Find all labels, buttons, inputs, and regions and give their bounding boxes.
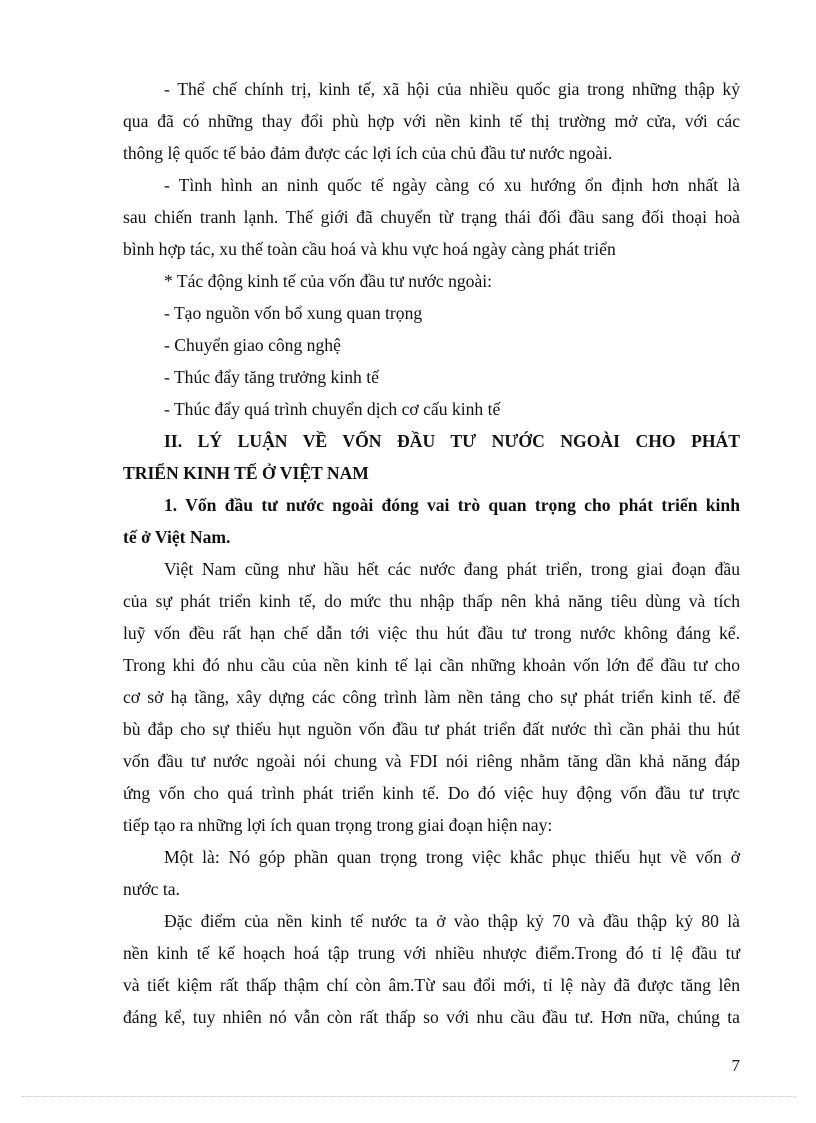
text-line: - Thể chế chính trị, kinh tế, xã hội của nhiều quốc gia trong những thập kỷ xyxy=(164,79,740,99)
text-line: - Tình hình an ninh quốc tế ngày càng có xu hướng ổn định hơn nhất là xyxy=(164,175,740,195)
text-line: bù đắp cho sự thiếu hụt nguồn vốn đầu tư phát triển đất nước thì cần phải thu hút xyxy=(123,719,740,739)
text-line: và tiết kiệm rất thấp thậm chí còn âm.Từ sau đổi mới, tỉ lệ này đã được tăng lên xyxy=(123,975,740,995)
text-line: nước ta. xyxy=(123,879,180,899)
page-number: 7 xyxy=(731,1056,740,1075)
subsection-heading: 1. Vốn đầu tư nước ngoài đóng vai trò quan trọng cho phát triển kinh xyxy=(164,495,740,515)
text-line: vốn đầu tư nước ngoài nói chung và FDI nói riêng nhằm tăng dần khả năng đáp xyxy=(123,751,740,771)
bullet-item: - Tạo nguồn vốn bổ xung quan trọng xyxy=(164,303,423,323)
text-line: tiếp tạo ra những lợi ích quan trọng trong giai đoạn hiện nay: xyxy=(123,815,553,835)
text-line: đáng kể, tuy nhiên nó vẫn còn rất thấp so với nhu cầu đầu tư. Hơn nữa, chúng ta xyxy=(123,1007,740,1027)
text-line: Một là: Nó góp phần quan trọng trong việc khắc phục thiếu hụt về vốn ở xyxy=(164,847,740,867)
footer-divider xyxy=(22,1096,796,1097)
text-line: nền kinh tế kế hoạch hoá tập trung với nhiều nhược điểm.Trong đó tỉ lệ đầu tư xyxy=(123,943,740,963)
bullet-item: - Chuyển giao công nghệ xyxy=(164,335,341,355)
text-line: qua đã có những thay đổi phù hợp với nền kinh tế thị trường mở cửa, với các xyxy=(123,111,740,131)
bullet-item: - Thúc đẩy tăng trưởng kinh tế xyxy=(164,367,379,387)
bullet-item: - Thúc đẩy quá trình chuyển dịch cơ cấu kinh tế xyxy=(164,399,501,419)
text-line: luỹ vốn đều rất hạn chế dẫn tới việc thu hút đầu tư trong nước không đáng kể. xyxy=(123,623,740,643)
section-heading: TRIỂN KINH TẾ Ở VIỆT NAM xyxy=(123,463,369,483)
text-line: thông lệ quốc tế bảo đảm được các lợi ích của chủ đầu tư nước ngoài. xyxy=(123,143,613,163)
subsection-heading: tế ở Việt Nam. xyxy=(123,527,231,547)
section-heading: II. LÝ LUẬN VỀ VỐN ĐẦU TƯ NƯỚC NGOÀI CHO PHÁT xyxy=(164,431,740,451)
text-line: sau chiến tranh lạnh. Thế giới đã chuyển từ trạng thái đối đầu sang đối thoại hoà xyxy=(123,207,740,227)
text-line: bình hợp tác, xu thế toàn cầu hoá và khu vực hoá ngày càng phát triển xyxy=(123,239,616,259)
text-line: Việt Nam cũng như hầu hết các nước đang phát triển, trong giai đoạn đầu xyxy=(164,559,740,579)
section-subheading: * Tác động kinh tế của vốn đầu tư nước ngoài: xyxy=(164,271,493,291)
text-line: Đặc điểm của nền kinh tế nước ta ở vào thập kỷ 70 và đầu thập kỷ 80 là xyxy=(164,911,740,931)
text-line: của sự phát triển kinh tế, do mức thu nhập thấp nên khả năng tiêu dùng và tích xyxy=(123,591,740,611)
text-line: ứng vốn cho quá trình phát triển kinh tế. Do đó việc huy động vốn đầu tư trực xyxy=(123,783,740,803)
text-line: cơ sở hạ tầng, xây dựng các công trình làm nền tảng cho sự phát triển kinh tế. để xyxy=(123,687,740,707)
text-line: Trong khi đó nhu cầu của nền kinh tế lại cần những khoản vốn lớn để đầu tư cho xyxy=(123,655,740,675)
